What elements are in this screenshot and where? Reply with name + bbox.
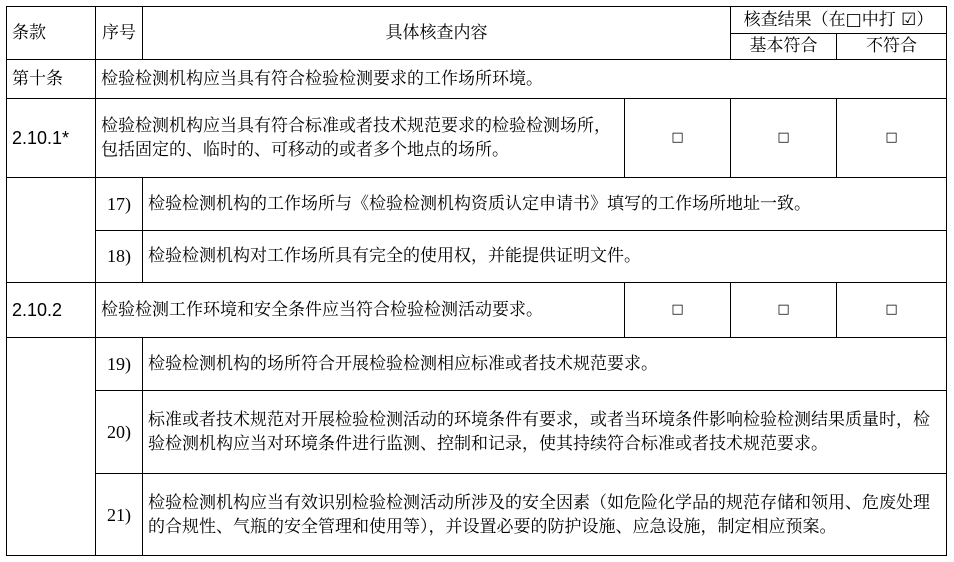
subitem-spacer bbox=[7, 337, 96, 555]
header-content: 具体核查内容 bbox=[143, 7, 731, 60]
subitem-number: 21) bbox=[96, 474, 143, 556]
header-result: 核查结果（在□中打 ☑） bbox=[731, 7, 947, 34]
subitem-spacer bbox=[7, 178, 96, 282]
section-row bbox=[7, 60, 947, 99]
item-row bbox=[7, 282, 947, 337]
subitem-text: 检验检测机构对工作场所具有完全的使用权，并能提供证明文件。 bbox=[143, 231, 947, 282]
checkbox-basic[interactable]: □ bbox=[731, 282, 837, 337]
subitem-text: 检验检测机构的场所符合开展检验检测相应标准或者技术规范要求。 bbox=[143, 337, 947, 390]
header-row-1 bbox=[7, 7, 947, 34]
header-basic: 基本符合 bbox=[731, 33, 837, 60]
header-nonconform: 不符合 bbox=[837, 33, 947, 60]
section-clause: 第十条 bbox=[7, 60, 96, 99]
item-row bbox=[7, 98, 947, 178]
item-text: 检验检测机构应当具有符合标准或者技术规范要求的检验检测场所，包括固定的、临时的、可移动的或者多个地点的场所。 bbox=[96, 98, 625, 178]
checkbox-nonconform[interactable]: □ bbox=[837, 98, 947, 178]
header-seq: 序号 bbox=[96, 7, 143, 60]
checkbox-nonconform[interactable]: □ bbox=[837, 282, 947, 337]
subitem-row bbox=[7, 474, 947, 556]
subitem-text: 检验检测机构的工作场所与《检验检测机构资质认定申请书》填写的工作场所地址一致。 bbox=[143, 178, 947, 231]
section-text: 检验检测机构应当具有符合检验检测要求的工作场所环境。 bbox=[96, 60, 947, 99]
item-clause: 2.10.2 bbox=[7, 282, 96, 337]
subitem-row bbox=[7, 390, 947, 474]
subitem-row bbox=[7, 231, 947, 282]
subitem-text: 检验检测机构应当有效识别检验检测活动所涉及的安全因素（如危险化学品的规范存储和领用、危废处理的合规性、气瓶的安全管理和使用等），并设置必要的防护设施、应急设施，制定相应预案。 bbox=[143, 474, 947, 556]
subitem-number: 17) bbox=[96, 178, 143, 231]
subitem-number: 20) bbox=[96, 390, 143, 474]
inspection-table bbox=[6, 6, 947, 556]
subitem-row bbox=[7, 337, 947, 390]
checkbox-conform[interactable]: □ bbox=[625, 98, 731, 178]
subitem-number: 18) bbox=[96, 231, 143, 282]
header-clause: 条款 bbox=[7, 7, 96, 60]
checkbox-conform[interactable]: □ bbox=[625, 282, 731, 337]
item-clause: 2.10.1* bbox=[7, 98, 96, 178]
subitem-text: 标准或者技术规范对开展检验检测活动的环境条件有要求，或者当环境条件影响检验检测结果质量时，检验检测机构应当对环境条件进行监测、控制和记录，使其持续符合标准或者技术规范要求。 bbox=[143, 390, 947, 474]
item-text: 检验检测工作环境和安全条件应当符合检验检测活动要求。 bbox=[96, 282, 625, 337]
subitem-number: 19) bbox=[96, 337, 143, 390]
subitem-row bbox=[7, 178, 947, 231]
checkbox-basic[interactable]: □ bbox=[731, 98, 837, 178]
